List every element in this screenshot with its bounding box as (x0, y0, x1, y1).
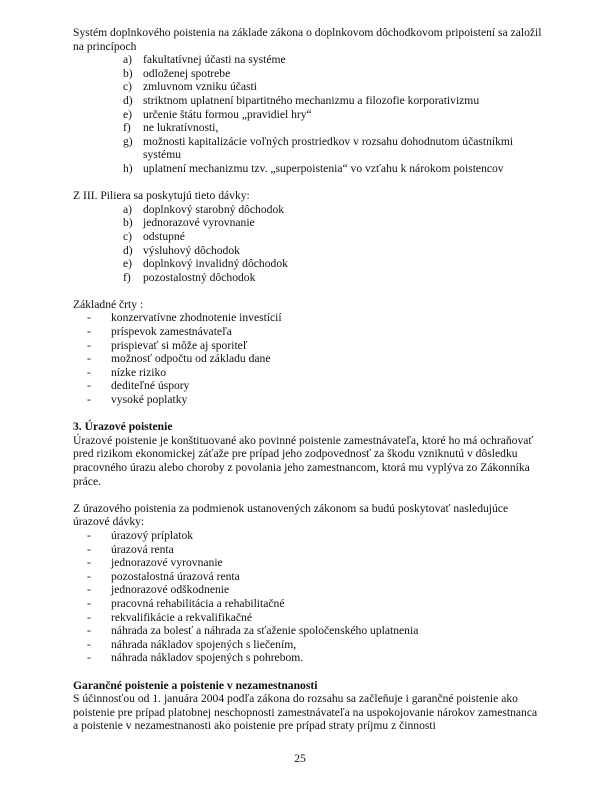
list-marker: - (87, 583, 91, 597)
list-marker: f) (123, 270, 131, 284)
list-marker: - (87, 610, 91, 624)
injury-benefits-list (73, 529, 543, 665)
list-item (73, 216, 543, 230)
list-marker: - (87, 393, 91, 407)
list-item-text: doplnkový invalidný dôchodok (143, 257, 288, 271)
list-item (73, 94, 543, 108)
list-marker: h) (123, 161, 133, 175)
guarantee-paragraph: S účinnosťou od 1. januára 2004 podľa zákona do rozsahu sa začleňuje i garančné poistenie ako poistenie pre prípad platobnej neschopnosti zamestnávateľa na uspokojovanie nárokov zamestnanca a poistenie v nezamestnanosti ako poistenie pre prípad straty príjmu z činnosti (73, 692, 538, 733)
list-item (73, 311, 543, 325)
page-number: 25 (294, 752, 306, 765)
list-marker: c) (123, 229, 133, 243)
list-item (73, 67, 543, 81)
list-item-text: konzervatívne zhodnotenie investícií (111, 311, 282, 325)
list-item-text: výsluhový dôchodok (143, 243, 240, 257)
list-marker: - (87, 651, 91, 665)
list-item-text: zmluvnom vzniku účasti (143, 80, 257, 94)
list-marker: e) (123, 107, 133, 121)
list-marker: f) (123, 121, 131, 135)
pillar3-intro: Z III. Piliera sa poskytujú tieto dávky: (73, 189, 250, 203)
section3-heading: 3. Úrazové poistenie (73, 420, 173, 434)
list-item-text: náhrada nákladov spojených s pohrebom. (111, 651, 304, 665)
list-item-text: nízke riziko (111, 365, 167, 379)
list-marker: c) (123, 80, 133, 94)
list-item-text: možnosť odpočtu od základu dane (111, 352, 271, 366)
list-marker: g) (123, 134, 133, 148)
list-item (73, 108, 543, 122)
list-item (73, 597, 543, 611)
list-item-text: odloženej spotrebe (143, 66, 231, 80)
list-item-text: pracovná rehabilitácia a rehabilitačné (111, 596, 285, 610)
list-item (73, 570, 543, 584)
list-item (73, 379, 543, 393)
list-item-text: pozostalostný dôchodok (143, 270, 256, 284)
list-item-text: možnosti kapitalizácie voľných prostriedkov v rozsahu dohodnutom účastníkmi systému (143, 134, 514, 162)
guarantee-heading: Garančné poistenie a poistenie v nezamestnanosti (73, 678, 318, 692)
list-item-text: fakultatívnej účasti na systéme (143, 53, 286, 67)
list-item-text: vysoké poplatky (111, 393, 188, 407)
list-item (73, 651, 543, 665)
list-marker: - (87, 352, 91, 366)
list-item-text: určenie štátu formou „pravidiel hry“ (143, 107, 312, 121)
list-item (73, 257, 543, 271)
principles-list (73, 53, 543, 175)
list-item (73, 80, 543, 94)
list-marker: a) (123, 202, 133, 216)
list-item-text: úrazová renta (111, 542, 174, 556)
list-item (73, 135, 543, 162)
features-list (73, 311, 543, 406)
list-marker: - (87, 556, 91, 570)
list-item (73, 529, 543, 543)
list-marker: - (87, 338, 91, 352)
list-item (73, 339, 543, 353)
list-item (73, 53, 543, 67)
list-marker: - (87, 528, 91, 542)
list-item-text: náhrada nákladov spojených s liečením, (111, 637, 297, 651)
list-item-text: odstupné (143, 229, 185, 243)
injury-benefits-intro: Z úrazového poistenia za podmienok ustanovených zákonom sa budú poskytovať nasledujúce úrazové dávky: (73, 501, 509, 529)
list-marker: - (87, 325, 91, 339)
list-item-text: uplatnení mechanizmu tzv. „superpoistenia“ vo vzťahu k nárokom poistencov (143, 161, 504, 175)
list-item-text: pozostalostná úrazová renta (111, 569, 240, 583)
list-item-text: jednorazové odškodnenie (111, 583, 230, 597)
list-marker: b) (123, 66, 133, 80)
document-page (73, 26, 543, 733)
list-item (73, 543, 543, 557)
list-item (73, 638, 543, 652)
list-item (73, 583, 543, 597)
section3-paragraph: Úrazové poistenie je konštituované ako povinné poistenie zamestnávateľa, ktoré ho má ochraňovať pred rizikom ekonomickej záťaže pre prípad jeho zodpovednosť za škodu vzniknutú v dôsledku pracovného úrazu alebo choroby z povolania jeho zamestnancom, ktorá mu vyplýva zo Zákonníka práce. (73, 433, 534, 488)
list-item (73, 203, 543, 217)
list-marker: - (87, 379, 91, 393)
list-item-text: jednorazové vyrovnanie (143, 216, 255, 230)
list-item-text: jednorazové vyrovnanie (111, 556, 223, 570)
list-item (73, 121, 543, 135)
list-item-text: náhrada za bolesť a náhrada za sťaženie spoločenského uplatnenia (111, 624, 419, 638)
list-item (73, 271, 543, 285)
list-marker: d) (123, 93, 133, 107)
list-marker: d) (123, 243, 133, 257)
list-item-text: príspevok zamestnávateľa (111, 325, 232, 339)
list-marker: b) (123, 216, 133, 230)
list-item-text: úrazový príplatok (111, 528, 194, 542)
list-marker: - (87, 596, 91, 610)
list-item (73, 352, 543, 366)
list-item (73, 244, 543, 258)
pillar3-benefits-list (73, 203, 543, 285)
list-item-text: rekvalifikácie a rekvalifikačné (111, 610, 252, 624)
list-marker: - (87, 624, 91, 638)
list-item-text: striktnom uplatnení bipartitného mechanizmu a filozofie korporativizmu (143, 93, 480, 107)
list-item (73, 230, 543, 244)
list-marker: - (87, 311, 91, 325)
list-marker: - (87, 542, 91, 556)
features-intro: Základné črty : (73, 297, 144, 311)
list-item-text: dediteľné úspory (111, 379, 190, 393)
list-item (73, 366, 543, 380)
list-marker: e) (123, 257, 133, 271)
list-item (73, 556, 543, 570)
list-item (73, 611, 543, 625)
list-marker: a) (123, 53, 133, 67)
list-item (73, 325, 543, 339)
intro-paragraph: Systém doplnkového poistenia na základe zákona o doplnkovom dôchodkovom pripoistení sa založil na princípoch (73, 26, 542, 53)
list-item (73, 624, 543, 638)
list-marker: - (87, 637, 91, 651)
list-marker: - (87, 569, 91, 583)
list-item-text: ne lukratívnosti, (143, 121, 219, 135)
list-item (73, 162, 543, 176)
list-item-text: prispievať si môže aj sporiteľ (111, 338, 248, 352)
list-item (73, 393, 543, 407)
list-item-text: doplnkový starobný dôchodok (143, 202, 285, 216)
list-marker: - (87, 365, 91, 379)
